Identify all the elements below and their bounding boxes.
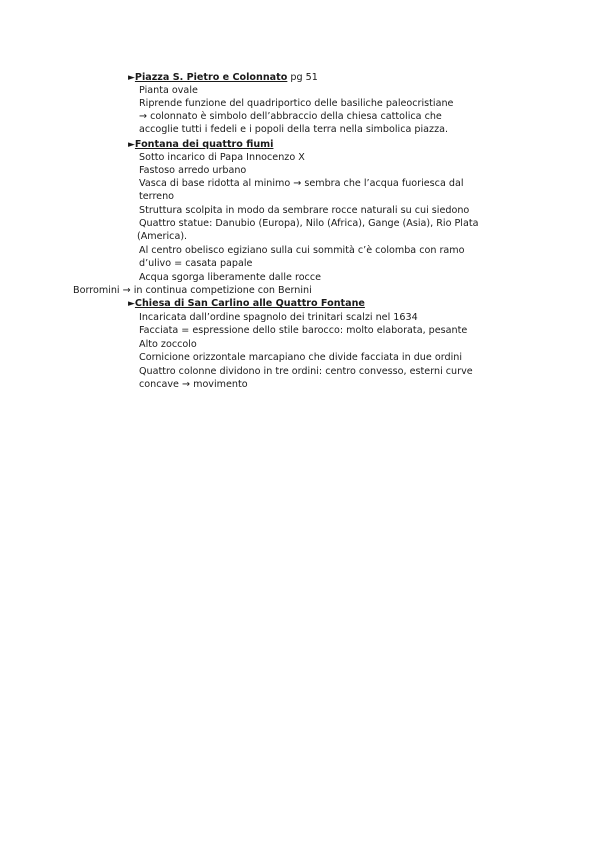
text-line: accoglie tutti i fedeli e i popoli della terra nella simbolica piazza. bbox=[139, 124, 449, 135]
text-line: Pianta ovale bbox=[139, 85, 198, 96]
text-line: d’ulivo = casata papale bbox=[139, 258, 253, 269]
text-line: (America). bbox=[137, 231, 188, 242]
text-line: Cornicione orizzontale marcapiano che divide facciata in due ordini bbox=[139, 352, 462, 363]
triangle-bullet-icon: ► bbox=[128, 140, 135, 150]
text-line: Riprende funzione del quadriportico delle basiliche paleocristiane bbox=[139, 98, 454, 109]
triangle-bullet-icon: ► bbox=[128, 73, 135, 83]
heading-page-ref: pg 51 bbox=[287, 72, 318, 83]
text-line: Sotto incarico di Papa Innocenzo X bbox=[139, 152, 305, 163]
heading-title: Fontana dei quattro fiumi bbox=[134, 139, 274, 150]
text-line: Al centro obelisco egiziano sulla cui sommità c’è colomba con ramo bbox=[139, 245, 465, 256]
heading-chiesa-san-carlino bbox=[128, 298, 365, 310]
text-line: Incaricata dall’ordine spagnolo dei trinitari scalzi nel 1634 bbox=[139, 312, 418, 323]
text-line: Vasca di base ridotta al minimo → sembra che l’acqua fuoriesca dal bbox=[139, 178, 464, 189]
text-line: Struttura scolpita in modo da sembrare rocce naturali su cui siedono bbox=[139, 205, 470, 216]
heading-piazza-san-pietro bbox=[128, 72, 318, 84]
text-line: Alto zoccolo bbox=[139, 339, 197, 350]
intro-borromini: Borromini → in continua competizione con Bernini bbox=[73, 285, 312, 296]
text-line: Fastoso arredo urbano bbox=[139, 165, 247, 176]
text-line: Quattro colonne dividono in tre ordini: centro convesso, esterni curve bbox=[139, 366, 473, 377]
heading-fontana-quattro-fiumi bbox=[128, 139, 273, 151]
heading-title: Chiesa di San Carlino alle Quattro Fontane bbox=[134, 298, 365, 309]
text-line: Quattro statue: Danubio (Europa), Nilo (Africa), Gange (Asia), Rio Plata bbox=[139, 218, 479, 229]
text-line: Facciata = espressione dello stile barocco: molto elaborata, pesante bbox=[139, 325, 468, 336]
triangle-bullet-icon: ► bbox=[128, 299, 135, 309]
heading-title: Piazza S. Pietro e Colonnato bbox=[134, 72, 288, 83]
text-line: concave → movimento bbox=[139, 379, 248, 390]
text-line: Acqua sgorga liberamente dalle rocce bbox=[139, 272, 322, 283]
text-line: → colonnato è simbolo dell’abbraccio della chiesa cattolica che bbox=[139, 111, 442, 122]
text-line: terreno bbox=[139, 191, 175, 202]
